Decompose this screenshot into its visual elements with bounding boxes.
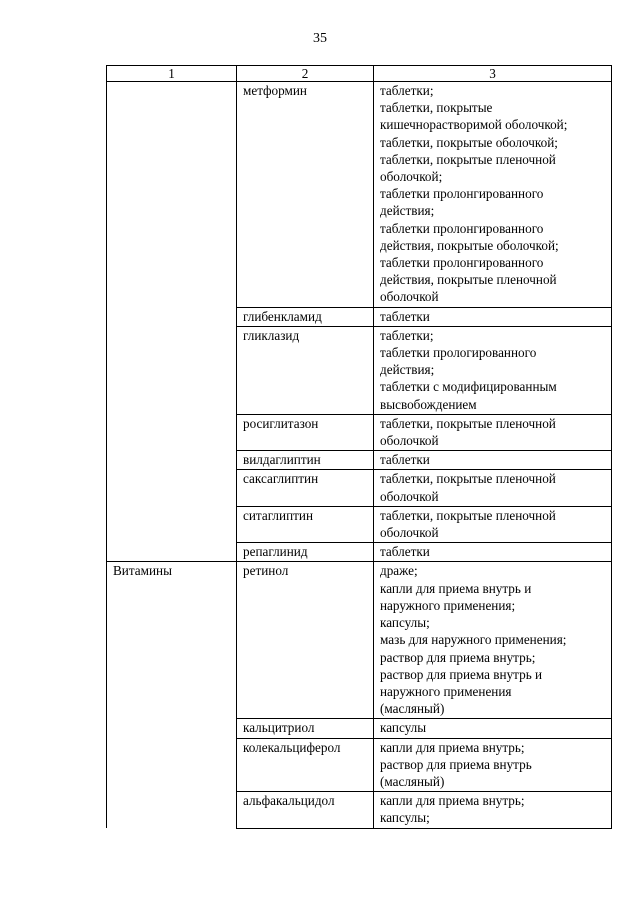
dosage-forms <box>374 470 612 506</box>
dosage-form-line: таблетки, покрытые пленочной <box>380 151 556 167</box>
dosage-form-line: оболочкой <box>380 289 439 305</box>
dosage-form-line: таблетки, покрытые оболочкой; <box>380 134 558 150</box>
drug-name: метформин <box>237 82 374 308</box>
dosage-forms <box>374 326 612 414</box>
dosage-form-line: кишечнорастворимой оболочкой; <box>380 117 568 133</box>
dosage-form-line: (масляный) <box>380 701 445 717</box>
table-row <box>107 562 612 719</box>
dosage-form-line: таблетки, покрытые пленочной <box>380 507 556 523</box>
dosage-form-line: капсулы <box>380 720 427 736</box>
dosage-form-line: таблетки; <box>380 83 434 98</box>
dosage-forms <box>374 451 612 470</box>
dosage-form-line: капсулы; <box>380 810 430 826</box>
drug-name: колекальциферол <box>237 738 374 792</box>
dosage-form-line: таблетки прологированного <box>380 345 537 361</box>
drug-name: вилдаглиптин <box>237 451 374 470</box>
dosage-form-line: раствор для приема внутрь и <box>380 666 543 682</box>
column-header: 2 <box>237 66 374 82</box>
dosage-form-line: драже; <box>380 563 418 579</box>
dosage-form-line: оболочкой; <box>380 169 443 185</box>
dosage-form-line: капсулы; <box>380 615 430 631</box>
drug-name: репаглинид <box>237 543 374 562</box>
dosage-form-line: капли для приема внутрь и <box>380 580 532 596</box>
dosage-form-line: таблетки, покрытые пленочной <box>380 415 556 431</box>
dosage-form-line: действия, покрытые пленочной <box>380 272 557 288</box>
dosage-form-line: действия, покрытые оболочкой; <box>380 237 559 253</box>
dosage-form-line: таблетки <box>380 452 430 468</box>
drug-table <box>106 65 612 829</box>
dosage-form-line: раствор для приема внутрь; <box>380 649 536 665</box>
drug-name: альфакальцидол <box>237 792 374 828</box>
dosage-form-line: высвобождением <box>380 396 477 412</box>
drug-name: ситаглиптин <box>237 506 374 542</box>
table-body <box>107 66 612 829</box>
dosage-form-line: таблетки <box>380 308 430 324</box>
dosage-form-line: оболочкой <box>380 525 439 541</box>
dosage-form-line: раствор для приема внутрь <box>380 756 532 772</box>
dosage-forms <box>374 506 612 542</box>
dosage-form-line: таблетки, покрытые пленочной <box>380 471 556 487</box>
dosage-forms <box>374 543 612 562</box>
page-number: 35 <box>313 31 327 46</box>
dosage-form-line: (масляный) <box>380 773 445 789</box>
table-row <box>107 82 612 308</box>
dosage-form-line: таблетки <box>380 544 430 560</box>
column-header: 1 <box>107 66 237 82</box>
dosage-form-line: действия; <box>380 362 435 378</box>
drug-name: глибенкламид <box>237 307 374 326</box>
dosage-forms <box>374 307 612 326</box>
dosage-form-line: наружного применения; <box>380 597 516 613</box>
dosage-form-line: таблетки пролонгированного <box>380 220 544 236</box>
drug-name: саксаглиптин <box>237 470 374 506</box>
dosage-forms <box>374 414 612 450</box>
group-cell <box>107 82 237 562</box>
dosage-forms <box>374 562 612 719</box>
dosage-form-line: капли для приема внутрь; <box>380 793 525 809</box>
dosage-form-line: действия; <box>380 203 435 219</box>
dosage-forms <box>374 719 612 738</box>
drug-name: гликлазид <box>237 326 374 414</box>
column-header: 3 <box>374 66 612 82</box>
dosage-form-line: таблетки, покрытые <box>380 100 493 116</box>
dosage-form-line: таблетки; <box>380 327 434 343</box>
dosage-form-line: таблетки пролонгированного <box>380 186 544 202</box>
dosage-forms <box>374 792 612 828</box>
dosage-form-line: оболочкой <box>380 488 439 504</box>
dosage-form-line: таблетки пролонгированного <box>380 255 544 271</box>
drug-name: росиглитазон <box>237 414 374 450</box>
dosage-form-line: таблетки с модифицированным <box>380 379 557 395</box>
drug-name: кальцитриол <box>237 719 374 738</box>
dosage-form-line: наружного применения <box>380 683 512 699</box>
table-header-row <box>107 66 612 82</box>
dosage-form-line: оболочкой <box>380 433 439 449</box>
group-cell: Витамины <box>107 562 237 828</box>
dosage-forms <box>374 738 612 792</box>
dosage-form-line: мазь для наружного применения; <box>380 632 567 648</box>
drug-name: ретинол <box>237 562 374 719</box>
dosage-form-line: капли для приема внутрь; <box>380 739 525 755</box>
dosage-forms <box>374 82 612 308</box>
